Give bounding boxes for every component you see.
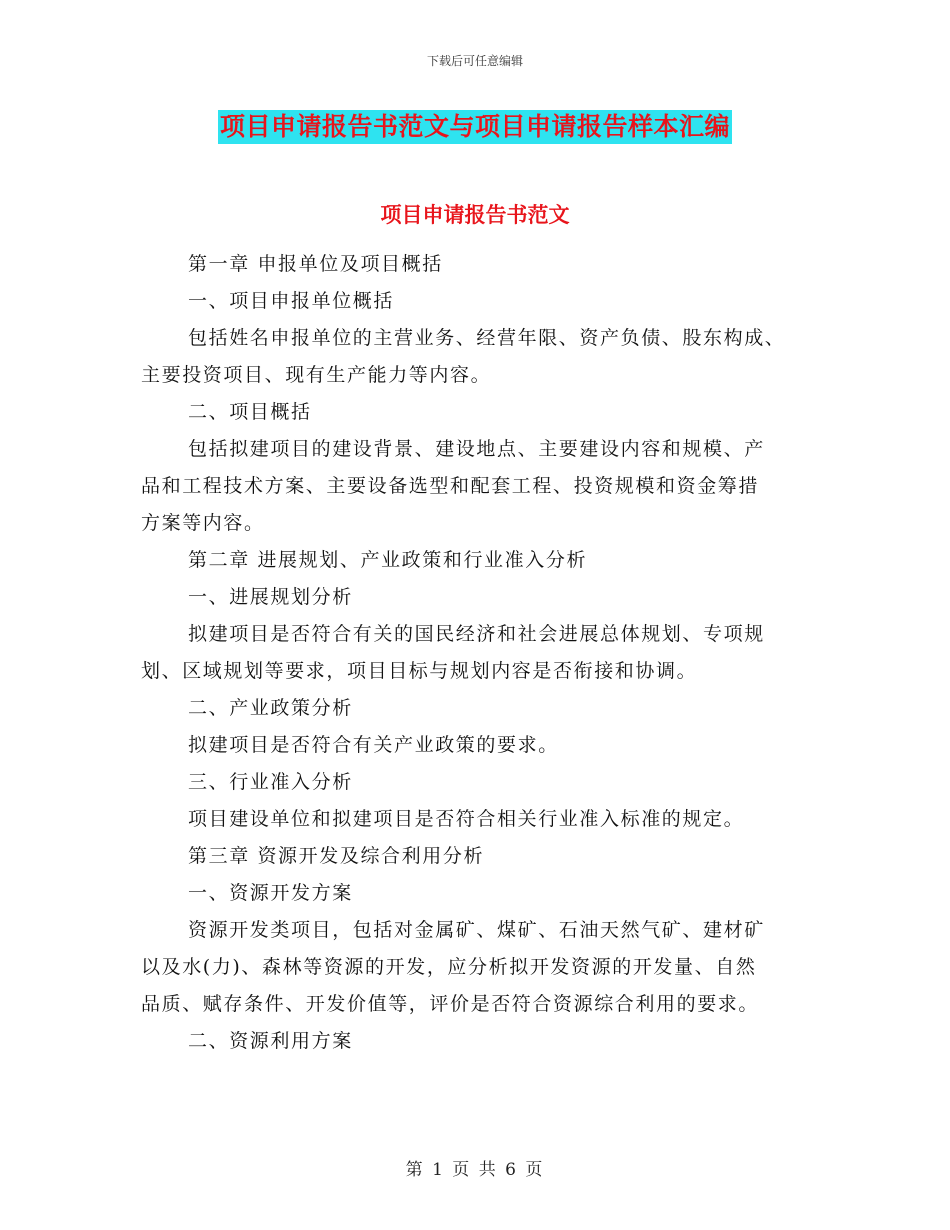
- document-body: [141, 246, 811, 1060]
- body-line: 以及水(力)、森林等资源的开发，应分析拟开发资源的开发量、自然: [141, 956, 757, 978]
- body-line: 一、资源开发方案: [188, 882, 353, 904]
- body-line: 拟建项目是否符合有关产业政策的要求。: [188, 734, 559, 756]
- body-line: 二、项目概括: [188, 401, 312, 423]
- document-title: 项目申请报告书范文与项目申请报告样本汇编: [218, 110, 732, 144]
- body-line: 包括拟建项目的建设背景、建设地点、主要建设内容和规模、产: [188, 438, 765, 460]
- body-line: 一、项目申报单位概括: [188, 290, 395, 312]
- section-title: 项目申请报告书范文: [380, 203, 570, 227]
- body-line: 一、进展规划分析: [188, 586, 353, 608]
- body-line: 资源开发类项目，包括对金属矿、煤矿、石油天然气矿、建材矿: [188, 919, 765, 941]
- body-line: 方案等内容。: [141, 512, 265, 534]
- body-line: 品和工程技术方案、主要设备选型和配套工程、投资规模和资金筹措: [141, 475, 760, 497]
- body-line: 包括姓名申报单位的主营业务、经营年限、资产负债、股东构成、: [188, 327, 786, 349]
- body-line: 主要投资项目、现有生产能力等内容。: [141, 364, 492, 386]
- body-line: 第一章 申报单位及项目概括: [188, 253, 443, 275]
- body-line: 品质、赋存条件、开发价值等，评价是否符合资源综合利用的要求。: [141, 993, 760, 1015]
- body-line: 项目建设单位和拟建项目是否符合相关行业准入标准的规定。: [188, 808, 745, 830]
- page-number: 第 1 页 共 6 页: [405, 1160, 545, 1180]
- body-line: 二、资源利用方案: [188, 1030, 353, 1052]
- body-line: 第二章 进展规划、产业政策和行业准入分析: [188, 549, 588, 571]
- document-title-container: [0, 110, 950, 144]
- body-line: 三、行业准入分析: [188, 771, 353, 793]
- body-line: 划、区域规划等要求，项目目标与规划内容是否衔接和协调。: [141, 660, 698, 682]
- header-note: 下载后可任意编辑: [426, 54, 523, 68]
- body-line: 拟建项目是否符合有关的国民经济和社会进展总体规划、专项规: [188, 623, 765, 645]
- body-line: 二、产业政策分析: [188, 697, 353, 719]
- body-line: 第三章 资源开发及综合利用分析: [188, 845, 485, 867]
